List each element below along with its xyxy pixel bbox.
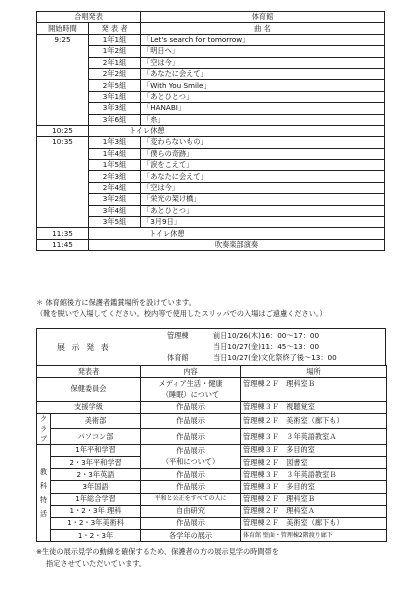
program-row — [37, 34, 385, 45]
exhibit-location: 管理棟３Ｆ ３年英語教室Ｂ — [241, 469, 387, 481]
program-row — [37, 205, 385, 216]
song-title: 「明日へ」 — [141, 46, 385, 57]
program-row — [37, 103, 385, 114]
note-line1: ＊ 体育館後方に保護者鑑賞場所を設けています。 — [36, 298, 196, 307]
performer-class: 3年5組 — [89, 217, 141, 228]
exhibit-presenter: パソコン部 — [51, 429, 141, 445]
performer-class: 1年2組 — [89, 46, 141, 57]
performer-class: 3年1組 — [89, 91, 141, 102]
exhibit-content: 作品展示 — [141, 481, 241, 493]
schedule-place: 管理棟 — [167, 331, 189, 340]
performer-class: 1年5組 — [89, 160, 141, 171]
song-title: 「あとひとつ」 — [141, 205, 385, 216]
schedule-place: 体育館 — [167, 353, 189, 362]
program-row — [37, 46, 385, 57]
exhibit-location: 管理棟３Ｆ 多目的室 — [241, 481, 387, 493]
program-row — [37, 217, 385, 228]
program-row — [37, 91, 385, 102]
exhibit-presenter: 3年国語 — [51, 481, 141, 493]
exhibit-content: 各学年の展示 — [141, 530, 241, 542]
exhibit-location: 管理棟２Ｆ 理科室Ｂ — [241, 378, 387, 390]
song-title: 「Let's search for tomorrow」 — [141, 34, 385, 45]
performer-class: 3年4組 — [89, 205, 141, 216]
performer-class: 2年1組 — [89, 57, 141, 68]
exhibit-title: 展 示 発 表 — [57, 343, 111, 352]
exhibit-location: 管理棟２Ｆ 美術室（廊下も） — [241, 517, 387, 529]
start-time: 10:35 — [37, 137, 89, 228]
exhibit-presenter: 2・3年英語 — [51, 469, 141, 481]
note-line2: （靴を脱いで入場してください。校内等で使用したスリッパでの入場はご遠慮ください。） — [36, 309, 327, 318]
exhibit-presenter: 2・3年平和学習 — [51, 456, 141, 468]
song-title: 「3月9日」 — [141, 217, 385, 228]
exhibit-table — [36, 365, 387, 542]
program-row — [37, 80, 385, 91]
chorus-program-table — [36, 11, 385, 251]
finale-label: 吹奏楽部演奏 — [89, 239, 385, 250]
song-title: 「僕らの奇跡」 — [141, 148, 385, 159]
exhibit-content: 作品展示 — [141, 469, 241, 481]
program-row — [37, 171, 385, 182]
exhibit-content: 作品展示 — [141, 517, 241, 529]
program-row — [37, 160, 385, 171]
song-title: 「空は今」 — [141, 57, 385, 68]
song-title: 「糸」 — [141, 114, 385, 125]
exhibit-content: 自由研究 — [141, 505, 241, 517]
exhibit-content: 平和と公正をすべての人に — [141, 493, 241, 505]
performer-class: 1年3組 — [89, 137, 141, 148]
song-title: 「あなたに会えて」 — [141, 171, 385, 182]
footnote-line2: 指定させていただいています。 — [46, 559, 147, 568]
venue: 体育館 — [141, 12, 385, 23]
performer-class: 1年1組 — [89, 34, 141, 45]
exhibit-location: 管理棟２Ｆ 理科室Ａ — [241, 505, 387, 517]
song-title: 「あとひとつ」 — [141, 91, 385, 102]
exhibit-content: 作品展示 — [141, 429, 241, 445]
exhibit-location: 管理棟３Ｆ ３年英語教室Ａ — [241, 429, 387, 445]
exhibit-presenter: 支援学級 — [37, 401, 141, 413]
performer-class: 2年4組 — [89, 182, 141, 193]
col-presenter: 発表者 — [37, 366, 141, 378]
col-location: 場所 — [241, 366, 387, 378]
exhibit-presenter: 1年平和学習 — [51, 444, 141, 456]
program-row — [37, 114, 385, 125]
club-group-label: クラブ — [37, 413, 51, 444]
song-title: 「With You Smile」 — [141, 80, 385, 91]
schedule-time: 前日10/26(木)16：00～17：00 — [213, 331, 320, 340]
break-time: 10:25 — [37, 125, 89, 136]
exhibit-content: （睡眠）について — [141, 389, 241, 401]
exhibit-content: （平和について） — [141, 456, 241, 468]
exhibit-location — [241, 389, 387, 401]
finale-time: 11:45 — [37, 239, 89, 250]
col-performer: 発 表 者 — [89, 23, 141, 34]
exhibit-location: 管理棟３Ｆ 視聴覚室 — [241, 401, 387, 413]
performer-class: 2年3組 — [89, 171, 141, 182]
song-title: 「空は今」 — [141, 182, 385, 193]
song-title: 「あなたに会えて」 — [141, 68, 385, 79]
program-row — [37, 148, 385, 159]
performer-class: 3年6組 — [89, 114, 141, 125]
performer-class: 3年2組 — [89, 194, 141, 205]
program-row — [37, 57, 385, 68]
exhibit-content: 作品展示 — [141, 444, 241, 456]
event-title: 合唱発表 — [37, 12, 141, 23]
exhibit-presenter: 1・2・3年 — [51, 530, 141, 542]
exhibit-header-box — [36, 328, 386, 366]
program-row — [37, 194, 385, 205]
program-row — [37, 68, 385, 79]
start-time: 9:25 — [37, 34, 89, 125]
exhibit-location: 体育館 壁面・管理棟2階渡り廊下 — [241, 530, 387, 542]
program-row — [37, 182, 385, 193]
footnote-line1: ※生徒の展示見学の動線を確保するため、保護者の方の展示見学の時間帯を — [36, 547, 279, 556]
exhibit-location: 管理棟２Ｆ 図書室 — [241, 456, 387, 468]
exhibit-content: 作品展示 — [141, 401, 241, 413]
col-content: 内容 — [141, 366, 241, 378]
subject-group-label: 教科特活 — [37, 444, 51, 542]
exhibit-location: 管理棟２Ｆ 理科室Ｂ — [241, 493, 387, 505]
break-time: 11:35 — [37, 228, 89, 239]
schedule-time: 当日10/27(金)11：45～13：00 — [213, 342, 320, 351]
exhibit-presenter: 1年総合学習 — [51, 493, 141, 505]
performer-class: 1年4組 — [89, 148, 141, 159]
exhibit-content: メディア生活・健康 — [141, 378, 241, 390]
performer-class: 2年5組 — [89, 80, 141, 91]
song-title: 「HANABI」 — [141, 103, 385, 114]
exhibit-location: 管理棟３Ｆ 多目的室 — [241, 444, 387, 456]
exhibit-location: 管理棟２Ｆ 美術室（廊下も） — [241, 413, 387, 429]
performer-class: 3年3組 — [89, 103, 141, 114]
col-song: 曲 名 — [141, 23, 385, 34]
exhibit-presenter: 1・2・3年美術科 — [51, 517, 141, 529]
schedule-time: 当日10/27(金)文化祭終了後～13：00 — [213, 353, 337, 362]
performer-class: 2年2組 — [89, 68, 141, 79]
break-label: トイレ休憩 — [89, 125, 385, 136]
col-start-time: 開始時間 — [37, 23, 89, 34]
song-title: 「栄光の架け橋」 — [141, 194, 385, 205]
exhibit-content: 作品展示 — [141, 413, 241, 429]
exhibit-presenter: 美術部 — [51, 413, 141, 429]
exhibit-presenter: 1・2・3年 理科 — [51, 505, 141, 517]
program-row — [37, 137, 385, 148]
break-label: トイレ休憩 — [89, 228, 385, 239]
exhibit-presenter: 保健委員会 — [37, 378, 141, 401]
song-title: 「変わらないもの」 — [141, 137, 385, 148]
song-title: 「涙をこえて」 — [141, 160, 385, 171]
